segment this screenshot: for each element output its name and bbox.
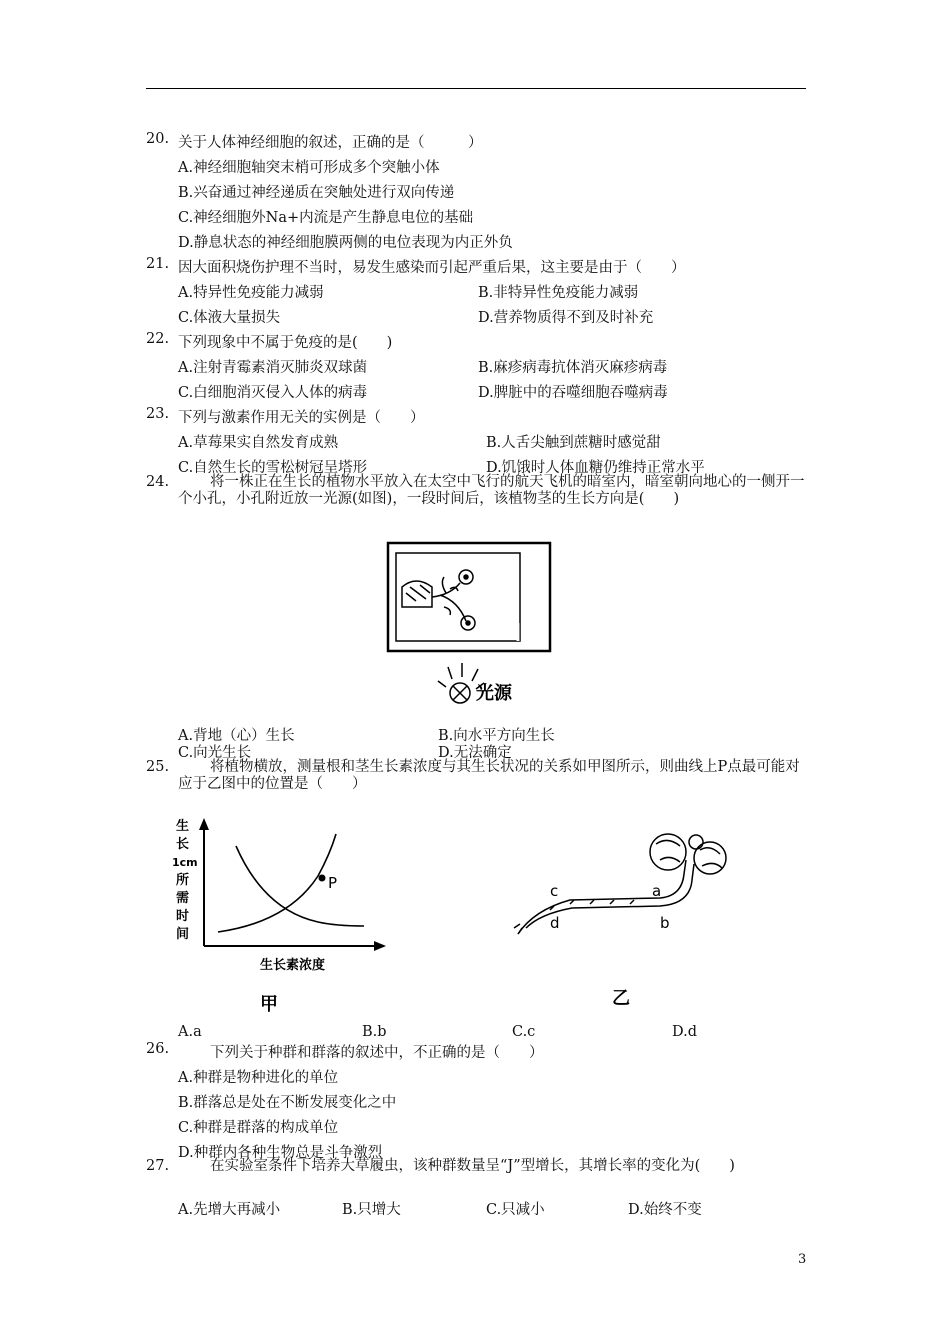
question-stem: 将一株正在生长的植物水平放入在太空中飞行的航天飞机的暗室内，暗室朝向地心的一侧开一个小孔，小孔附近放一光源(如图)，一段时间后，该植物茎的生长方向是( ) <box>178 474 805 507</box>
leaf-left <box>650 834 686 870</box>
label-c: c <box>550 882 559 900</box>
option-b: B.兴奋通过神经递质在突触处进行双向传递 <box>178 185 455 201</box>
option-d: D.无法确定 <box>438 745 512 761</box>
option-b: B.只增大 <box>342 1202 401 1218</box>
option-c: C.只减小 <box>486 1202 545 1218</box>
label-d: d <box>550 914 560 932</box>
label-a: a <box>652 882 662 900</box>
question-stem: 下列现象中不属于免疫的是( ) <box>178 335 393 351</box>
option-c: C.向光生长 <box>178 745 252 761</box>
question-stem: 下列关于种群和群落的叙述中，不正确的是（ ） <box>210 1045 544 1061</box>
leaf-right <box>694 842 726 874</box>
option-c: C.种群是群落的构成单位 <box>178 1120 339 1136</box>
option-a: A.特异性免疫能力减弱 <box>178 285 324 301</box>
option-c: C.体液大量损失 <box>178 310 281 326</box>
question-stem: 在实验室条件下培养大草履虫，该种群数量呈“J”型增长，其增长率的变化为( ) <box>210 1158 735 1174</box>
option-a: A.注射青霉素消灭肺炎双球菌 <box>178 360 368 376</box>
question-number: 26. <box>146 1041 170 1057</box>
label-b: b <box>660 914 670 932</box>
svg-text:时: 时 <box>176 909 190 924</box>
option-b: B.非特异性免疫能力减弱 <box>478 285 639 301</box>
option-d: D.静息状态的神经细胞膜两侧的电位表现为内正外负 <box>178 235 513 251</box>
figure-caption: 乙 <box>612 988 630 1009</box>
option-a: A.先增大再减小 <box>178 1202 281 1218</box>
option-d: D.营养物质得不到及时补充 <box>478 310 654 326</box>
darkroom-inner-box <box>396 553 520 641</box>
question-stem: 因大面积烧伤护理不当时，易发生感染而引起严重后果，这主要是由于（ ） <box>178 260 686 276</box>
question-number: 25. <box>146 759 170 775</box>
root-curve <box>236 846 364 926</box>
point-p <box>319 875 326 882</box>
option-a: A.种群是物种进化的单位 <box>178 1070 339 1086</box>
svg-text:需: 需 <box>176 891 190 906</box>
question-number: 27. <box>146 1158 170 1174</box>
option-a: A.a <box>178 1024 202 1040</box>
svg-text:生: 生 <box>176 819 190 834</box>
option-d: D.始终不变 <box>628 1202 702 1218</box>
light-source-label: 光源 <box>476 683 512 704</box>
stem-curve <box>218 834 336 932</box>
option-c: C.c <box>512 1024 536 1040</box>
question-stem: 将植物横放，测量根和茎生长素浓度与其生长状况的关系如甲图所示，则曲线上P点最可能对应于乙图中的位置是（ ） <box>178 759 800 792</box>
question-number: 23. <box>146 406 170 422</box>
option-d: D.种群内各种生物总是斗争激烈 <box>178 1145 383 1161</box>
point-p-label: P <box>328 874 338 892</box>
svg-text:1cm: 1cm <box>172 856 198 869</box>
option-a: A.背地（心）生长 <box>178 728 295 744</box>
option-d: D.脾脏中的吞噬细胞吞噬病毒 <box>478 385 668 401</box>
option-a: A.神经细胞轴突末梢可形成多个突触小体 <box>178 160 440 176</box>
y-axis-label <box>172 818 198 942</box>
option-b: B.群落总是处在不断发展变化之中 <box>178 1095 397 1111</box>
option-a: A.草莓果实自然发育成熟 <box>178 435 339 451</box>
question-number: 22. <box>146 331 170 347</box>
page-number: 3 <box>798 1252 807 1267</box>
svg-text:长: 长 <box>176 837 190 852</box>
header-rule <box>146 88 806 89</box>
option-b: B.向水平方向生长 <box>438 728 555 744</box>
svg-text:间: 间 <box>176 927 190 942</box>
svg-text:所: 所 <box>176 873 190 888</box>
plant-darkroom-figure <box>380 535 580 715</box>
question-stem: 下列与激素作用无关的实例是（ ） <box>178 410 425 426</box>
option-b: B.麻疹病毒抗体消灭麻疹病毒 <box>478 360 668 376</box>
figure-caption: 甲 <box>260 994 278 1014</box>
option-b: B.人舌尖触到蔗糖时感觉甜 <box>486 435 661 451</box>
darkroom-outer-box <box>388 543 550 651</box>
option-c: C.神经细胞外Na+内流是产生静息电位的基础 <box>178 210 474 226</box>
option-c: C.白细胞消灭侵入人体的病毒 <box>178 385 368 401</box>
question-number: 21. <box>146 256 170 272</box>
option-d: D.饥饿时人体血糖仍维持正常水平 <box>486 460 705 476</box>
question-number: 20. <box>146 131 170 147</box>
option-d: D.d <box>672 1024 697 1040</box>
option-c: C.自然生长的雪松树冠呈塔形 <box>178 460 368 476</box>
question-stem: 关于人体神经细胞的叙述，正确的是（ ） <box>178 135 483 151</box>
figure-yi-plant <box>510 824 750 1014</box>
question-number: 24. <box>146 474 170 490</box>
x-axis-label: 生长素浓度 <box>260 958 326 973</box>
horizontal-plant <box>402 570 475 630</box>
figure-jia-graph <box>168 814 398 1014</box>
option-b: B.b <box>362 1024 387 1040</box>
